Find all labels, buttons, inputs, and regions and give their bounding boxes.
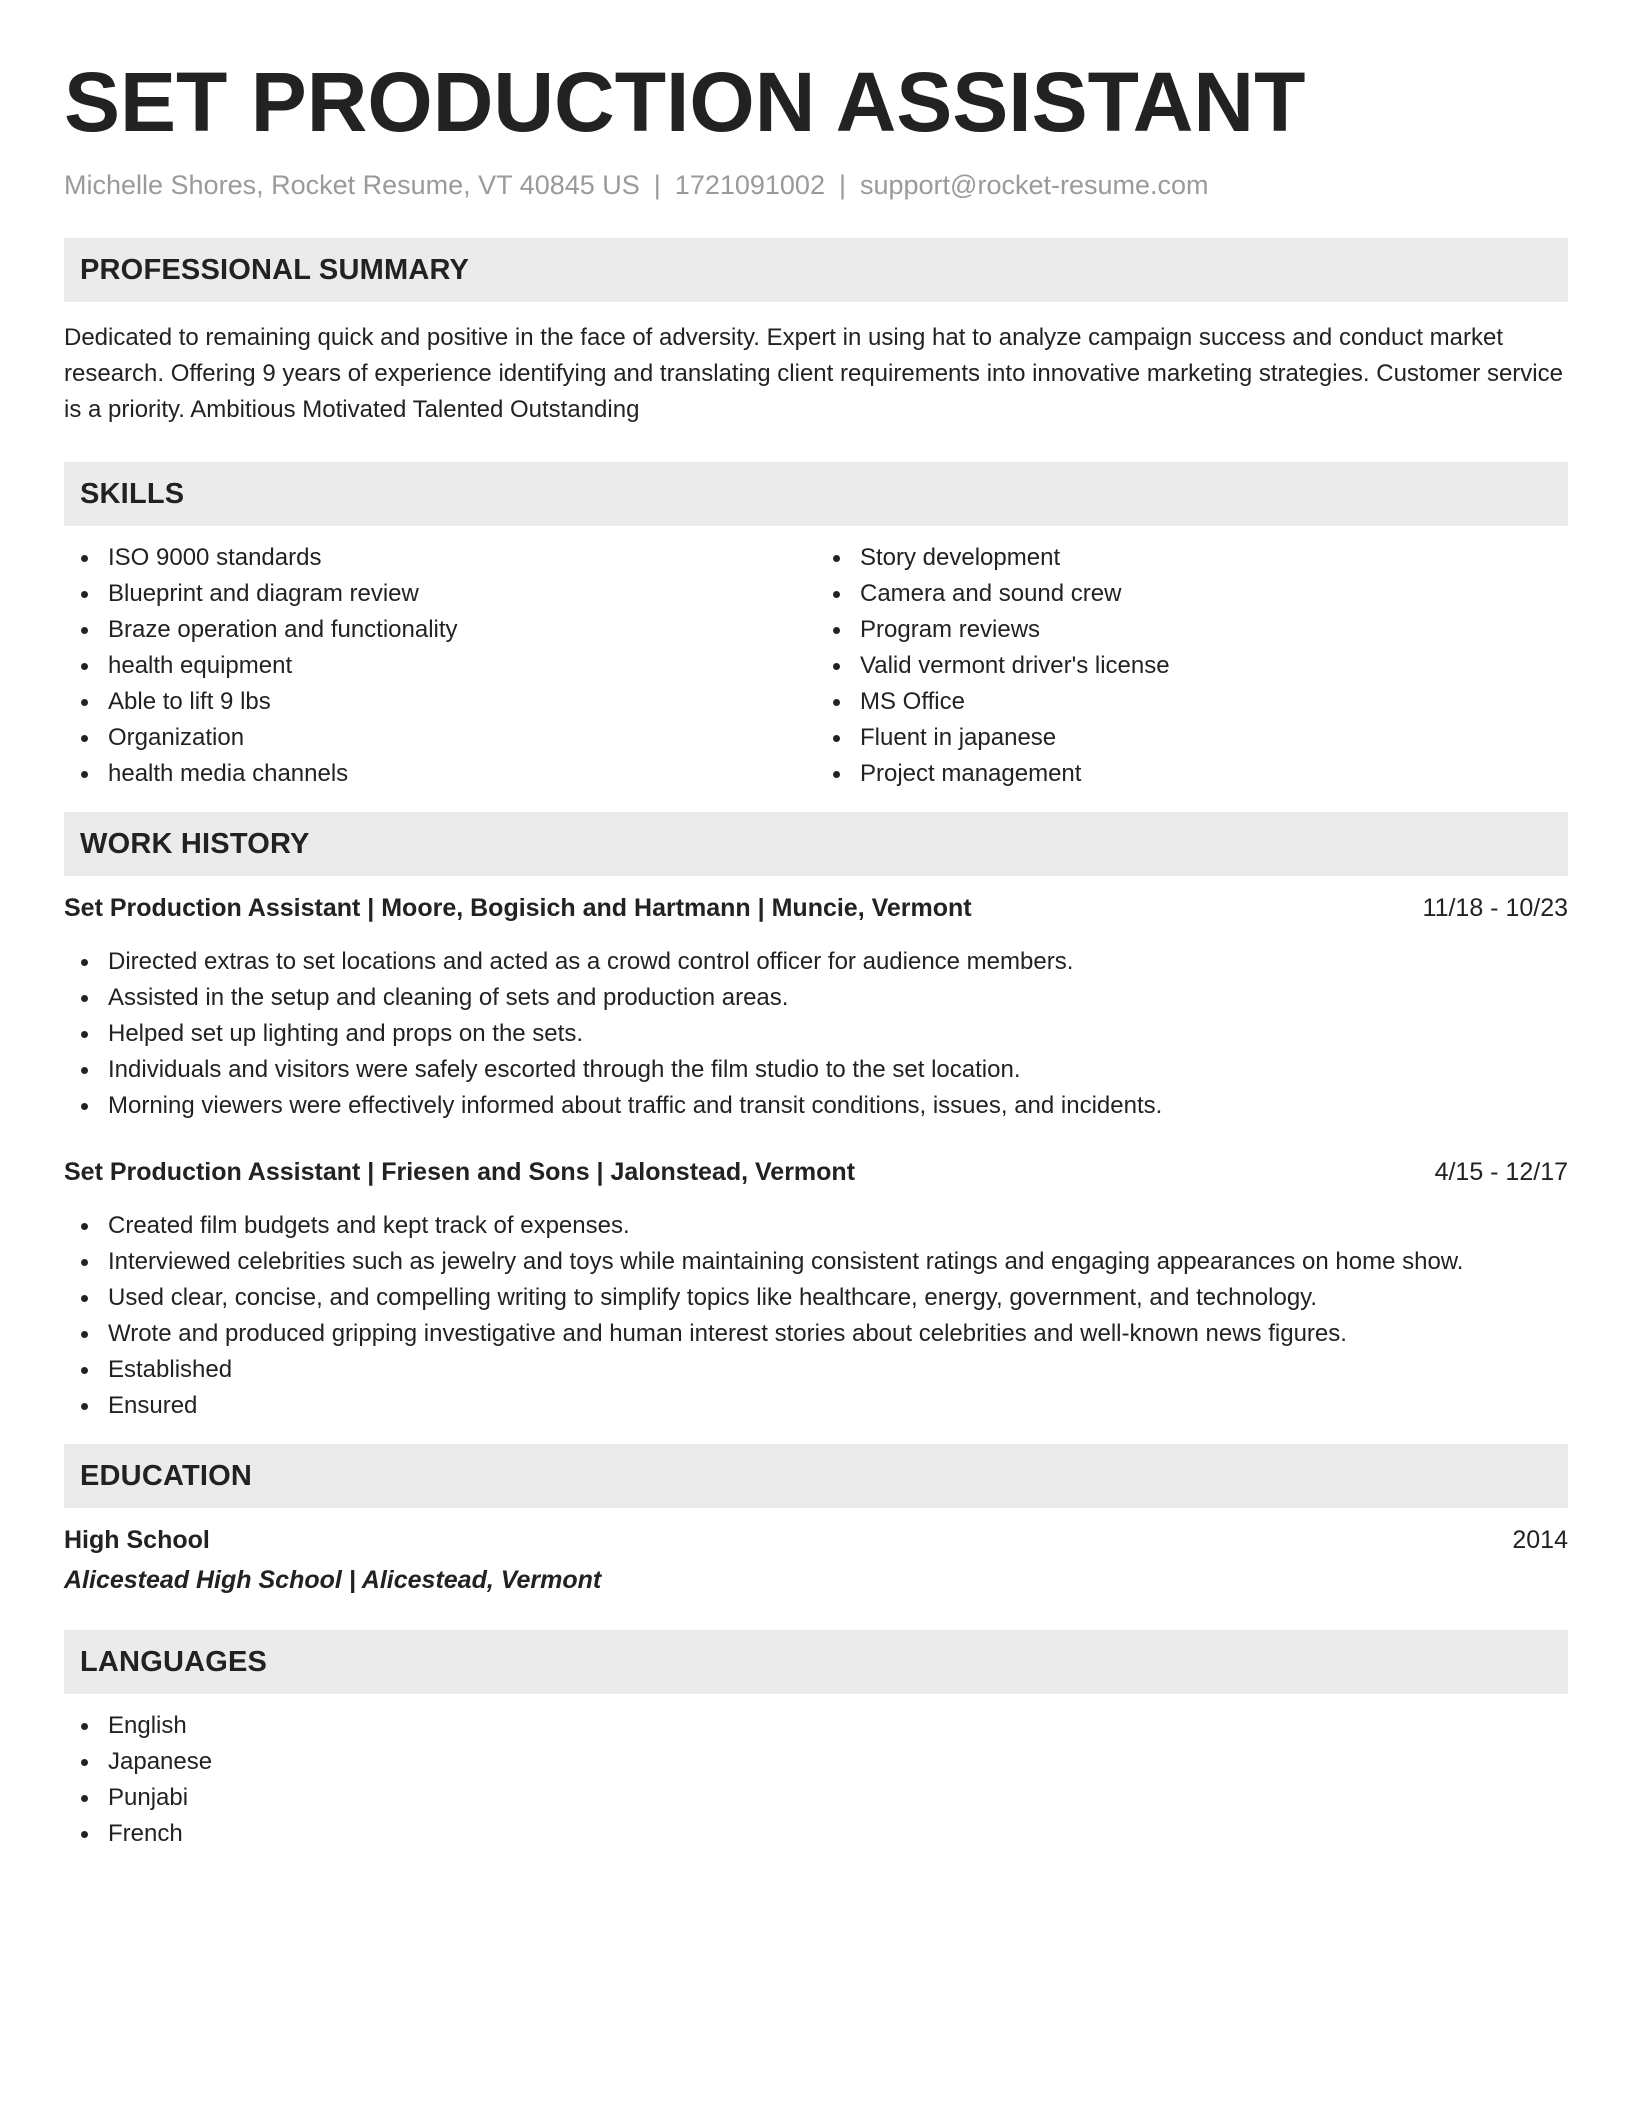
bullet-icon: [81, 1103, 88, 1110]
education-school: Alicestead High School | Alicestead, Vermont: [64, 1566, 602, 1594]
bullet-icon: [81, 959, 88, 966]
language-item-text: English: [108, 1712, 187, 1739]
education-degree: High School: [64, 1526, 210, 1554]
skill-item-text: Story development: [860, 544, 1061, 571]
language-item: [64, 1744, 1568, 1780]
job-entry: [64, 1154, 1568, 1424]
job-title: Set Production Assistant | Moore, Bogisich and Hartmann | Muncie, Vermont: [64, 894, 972, 922]
language-item-text: French: [108, 1820, 183, 1847]
bullet-icon: [81, 1759, 88, 1766]
skill-item: [816, 648, 1568, 684]
job-bullet: [64, 1088, 1568, 1124]
bullet-icon: [81, 663, 88, 670]
resume-title: SET PRODUCTION ASSISTANT: [64, 55, 1306, 149]
bullet-icon: [81, 627, 88, 634]
skills-column-right: [816, 540, 1568, 792]
job-bullet-text: Assisted in the setup and cleaning of sets and production areas.: [108, 984, 789, 1011]
skill-item: [816, 756, 1568, 792]
bullet-icon: [81, 1831, 88, 1838]
skill-item-text: Fluent in japanese: [860, 724, 1057, 751]
contact-address: Michelle Shores, Rocket Resume, VT 40845 US: [64, 170, 640, 200]
job-bullet-text: Interviewed celebrities such as jewelry and toys while maintaining consistent ratings and engaging appearances on home show.: [108, 1248, 1464, 1275]
skill-item: [64, 684, 816, 720]
job-bullet-text: Morning viewers were effectively informed about traffic and transit conditions, issues, and incidents.: [108, 1092, 1163, 1119]
language-item-text: Japanese: [108, 1748, 213, 1775]
skills-column-left: [64, 540, 816, 792]
job-title: Set Production Assistant | Friesen and Sons | Jalonstead, Vermont: [64, 1158, 856, 1186]
language-item-text: Punjabi: [108, 1784, 189, 1811]
job-dates: 11/18 - 10/23: [1422, 894, 1568, 922]
skill-item-text: Organization: [108, 724, 245, 751]
contact-line: [64, 168, 1568, 202]
job-bullet-text: Directed extras to set locations and acted as a crowd control officer for audience members.: [108, 948, 1074, 975]
skill-item-text: MS Office: [860, 688, 965, 715]
bullet-icon: [81, 771, 88, 778]
job-bullet: [64, 1016, 1568, 1052]
section-heading-work-history: WORK HISTORY: [64, 812, 1568, 876]
job-bullet-text: Created film budgets and kept track of expenses.: [108, 1212, 630, 1239]
section-heading-summary: PROFESSIONAL SUMMARY: [64, 238, 1568, 302]
bullet-icon: [81, 1295, 88, 1302]
summary-text: Dedicated to remaining quick and positive in the face of adversity. Expert in using hat to analyze campaign success and conduct market research. Offering 9 years of experience identifying and translating client requirements into innovative marketing strategies. Customer service is a priority. Ambitious Motivated Talented Outstanding: [64, 324, 1563, 423]
education-year: 2014: [1512, 1526, 1568, 1554]
skill-item-text: Camera and sound crew: [860, 580, 1122, 607]
job-bullet-text: Used clear, concise, and compelling writing to simplify topics like healthcare, energy, government, and technology.: [108, 1284, 1318, 1311]
skill-item: [816, 720, 1568, 756]
bullet-icon: [81, 591, 88, 598]
bullet-icon: [81, 1723, 88, 1730]
skill-item-text: Braze operation and functionality: [108, 616, 458, 643]
job-bullet: [64, 1208, 1568, 1244]
bullet-icon: [81, 555, 88, 562]
job-bullet: [64, 1280, 1568, 1316]
language-item: [64, 1708, 1568, 1744]
contact-separator: |: [838, 170, 846, 200]
education-entry: [64, 1522, 1568, 1598]
job-dates: 4/15 - 12/17: [1434, 1158, 1568, 1186]
section-heading-languages: LANGUAGES: [64, 1630, 1568, 1694]
bullet-icon: [81, 1259, 88, 1266]
bullet-icon: [81, 1067, 88, 1074]
skill-item-text: Valid vermont driver's license: [860, 652, 1170, 679]
bullet-icon: [81, 1223, 88, 1230]
skill-item-text: Able to lift 9 lbs: [108, 688, 271, 715]
bullet-icon: [81, 1403, 88, 1410]
job-bullet-text: Ensured: [108, 1392, 198, 1419]
skill-item-text: Project management: [860, 760, 1082, 787]
language-item: [64, 1780, 1568, 1816]
job-bullet: [64, 1316, 1568, 1352]
job-bullet: [64, 1388, 1568, 1424]
section-heading-education: EDUCATION: [64, 1444, 1568, 1508]
job-bullet-text: Wrote and produced gripping investigative and human interest stories about celebrities and well-known news figures.: [108, 1320, 1347, 1347]
skill-item: [64, 648, 816, 684]
contact-separator: |: [653, 170, 661, 200]
bullet-icon: [81, 1367, 88, 1374]
skill-item: [816, 684, 1568, 720]
job-bullet-text: Established: [108, 1356, 233, 1383]
job-bullet: [64, 1052, 1568, 1088]
job-bullet-text: Helped set up lighting and props on the sets.: [108, 1020, 583, 1047]
skills-list: [64, 540, 1568, 792]
skill-item: [64, 612, 816, 648]
bullet-icon: [833, 555, 840, 562]
bullet-icon: [81, 735, 88, 742]
bullet-icon: [833, 771, 840, 778]
bullet-icon: [833, 699, 840, 706]
skill-item: [64, 540, 816, 576]
bullet-icon: [81, 1331, 88, 1338]
job-header: [64, 890, 1568, 926]
job-bullet-text: Individuals and visitors were safely escorted through the film studio to the set location.: [108, 1056, 1021, 1083]
skill-item-text: health equipment: [108, 652, 293, 679]
bullet-icon: [833, 627, 840, 634]
skill-item: [64, 576, 816, 612]
skill-item: [816, 540, 1568, 576]
bullet-icon: [81, 1031, 88, 1038]
skill-item-text: ISO 9000 standards: [108, 544, 322, 571]
bullet-icon: [81, 699, 88, 706]
job-entry: [64, 890, 1568, 1124]
section-heading-skills: SKILLS: [64, 462, 1568, 526]
bullet-icon: [81, 1795, 88, 1802]
education-header: [64, 1522, 1568, 1558]
language-item: [64, 1816, 1568, 1852]
bullet-icon: [833, 735, 840, 742]
bullet-icon: [833, 591, 840, 598]
job-bullet: [64, 944, 1568, 980]
skill-item-text: health media channels: [108, 760, 349, 787]
languages-list: [64, 1708, 1568, 1852]
job-bullet: [64, 1352, 1568, 1388]
bullet-icon: [833, 663, 840, 670]
skill-item: [64, 756, 816, 792]
skill-item-text: Program reviews: [860, 616, 1041, 643]
job-bullet: [64, 980, 1568, 1016]
skill-item: [64, 720, 816, 756]
job-header: [64, 1154, 1568, 1190]
contact-email[interactable]: support@rocket-resume.com: [859, 170, 1209, 200]
skill-item: [816, 576, 1568, 612]
contact-phone: 1721091002: [674, 170, 825, 200]
job-bullet: [64, 1244, 1568, 1280]
skill-item-text: Blueprint and diagram review: [108, 580, 419, 607]
bullet-icon: [81, 995, 88, 1002]
skill-item: [816, 612, 1568, 648]
